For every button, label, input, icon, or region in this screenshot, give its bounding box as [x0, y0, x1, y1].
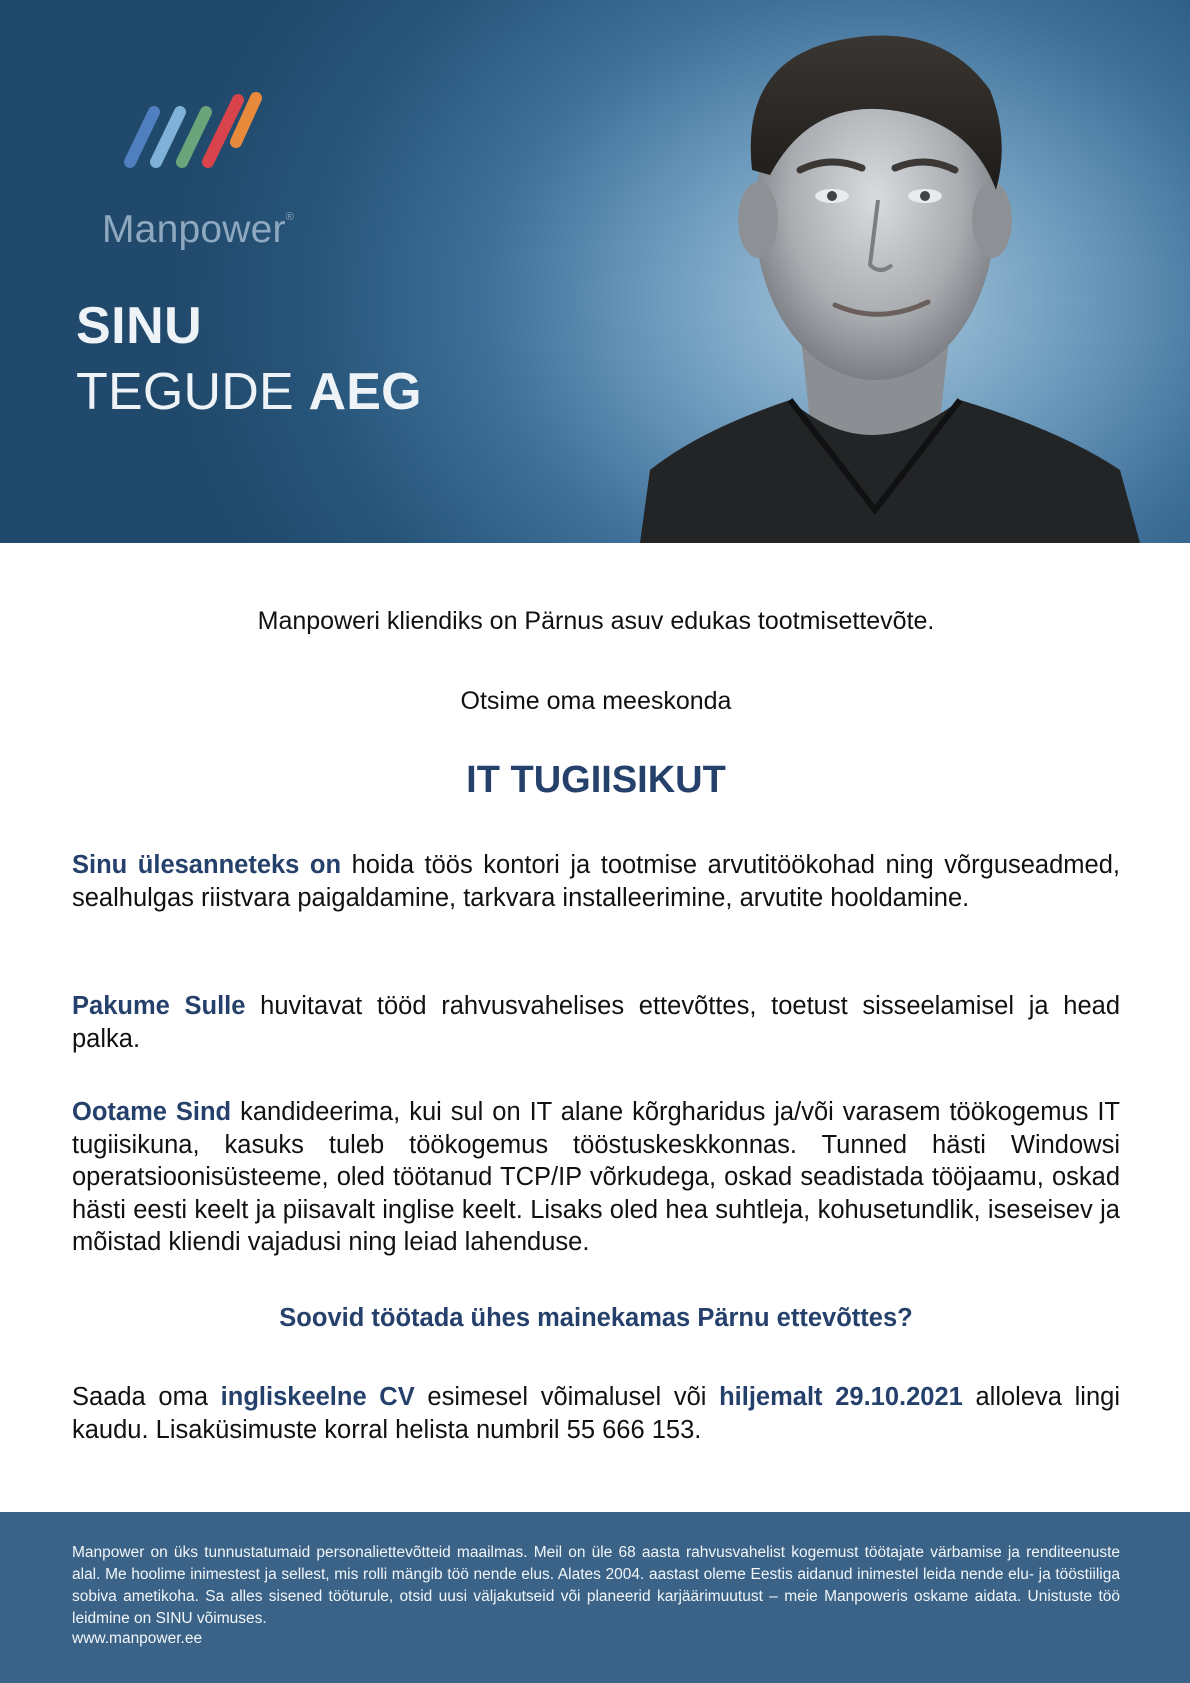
logo-wordmark: Manpower® [102, 208, 295, 251]
intro-text: Manpoweri kliendiks on Pärnus asuv edukas tootmisettevõte. [257, 607, 935, 635]
slogan-line-2: TEGUDE AEG [76, 363, 422, 421]
portrait-photo [640, 0, 1190, 543]
seeking-text: Otsime oma meeskonda [460, 687, 732, 715]
footer-website-link[interactable]: www.manpower.ee [72, 1630, 203, 1647]
manpower-logo-icon [116, 86, 276, 182]
job-title: IT TUGIISIKUT [466, 759, 726, 801]
offer-paragraph: Pakume Sulle huvitavat tööd rahvusvahelises ettevõttes, toetust sisseelamisel ja head palka. [72, 992, 1121, 1053]
apply-paragraph: Saada oma ingliskeelne CV esimesel võimalusel või hiljemalt 29.10.2021 alloleva lingi kaudu. Lisaküsimuste korral helista numbril 55 666 153. [72, 1383, 1120, 1444]
question-heading: Soovid töötada ühes mainekamas Pärnu ettevõttes? [279, 1304, 913, 1332]
duties-paragraph: Sinu ülesanneteks on hoida töös kontori ja tootmise arvutitöökohad ning võrguseadmed, sealhulgas riistvara paigaldamine, tarkvara installeerimine, arvutite hooldamine. [72, 851, 1120, 912]
footer-about-text: Manpower on üks tunnustatumaid personaliettevõtteid maailmas. Meil on üle 68 aasta rahvusvahelist kogemust töötajate värbamise ja renditeenuste alal. Me hoolime inimestest ja sellest, mis rolli mängib töö nende elus. Alates 2004. aastast oleme Eestis aidanud inimestel leida nende elu- ja tööstiiliga sobiva ametikoha. Sa alles sisened tööturule, otsid uusi väljakutseid või planeerid karjäärimuutust – meie Manpoweris oskame aidata. Unistuste töö leidmine on SINU võimuses. [72, 1544, 1120, 1627]
slogan-line-1: SINU [76, 297, 203, 355]
header-banner [0, 0, 1190, 543]
footer [0, 1512, 1190, 1683]
requirements-paragraph: Ootame Sind kandideerima, kui sul on IT alane kõrgharidus ja/või varasem töökogemus IT tugiisikuna, kasuks tuleb töökogemus tööstuskeskkonnas. Tunned hästi Windowsi operatsioonisüsteeme, oled töötanud TCP/IP võrkudega, oskad seadistada tööjaamu, oskad hästi eesti keelt ja piisavalt inglise keelt. Lisaks oled hea suhtleja, kohusetundlik, iseseisev ja mõistad kliendi vajadusi ning leiad lahenduse. [72, 1098, 1120, 1256]
